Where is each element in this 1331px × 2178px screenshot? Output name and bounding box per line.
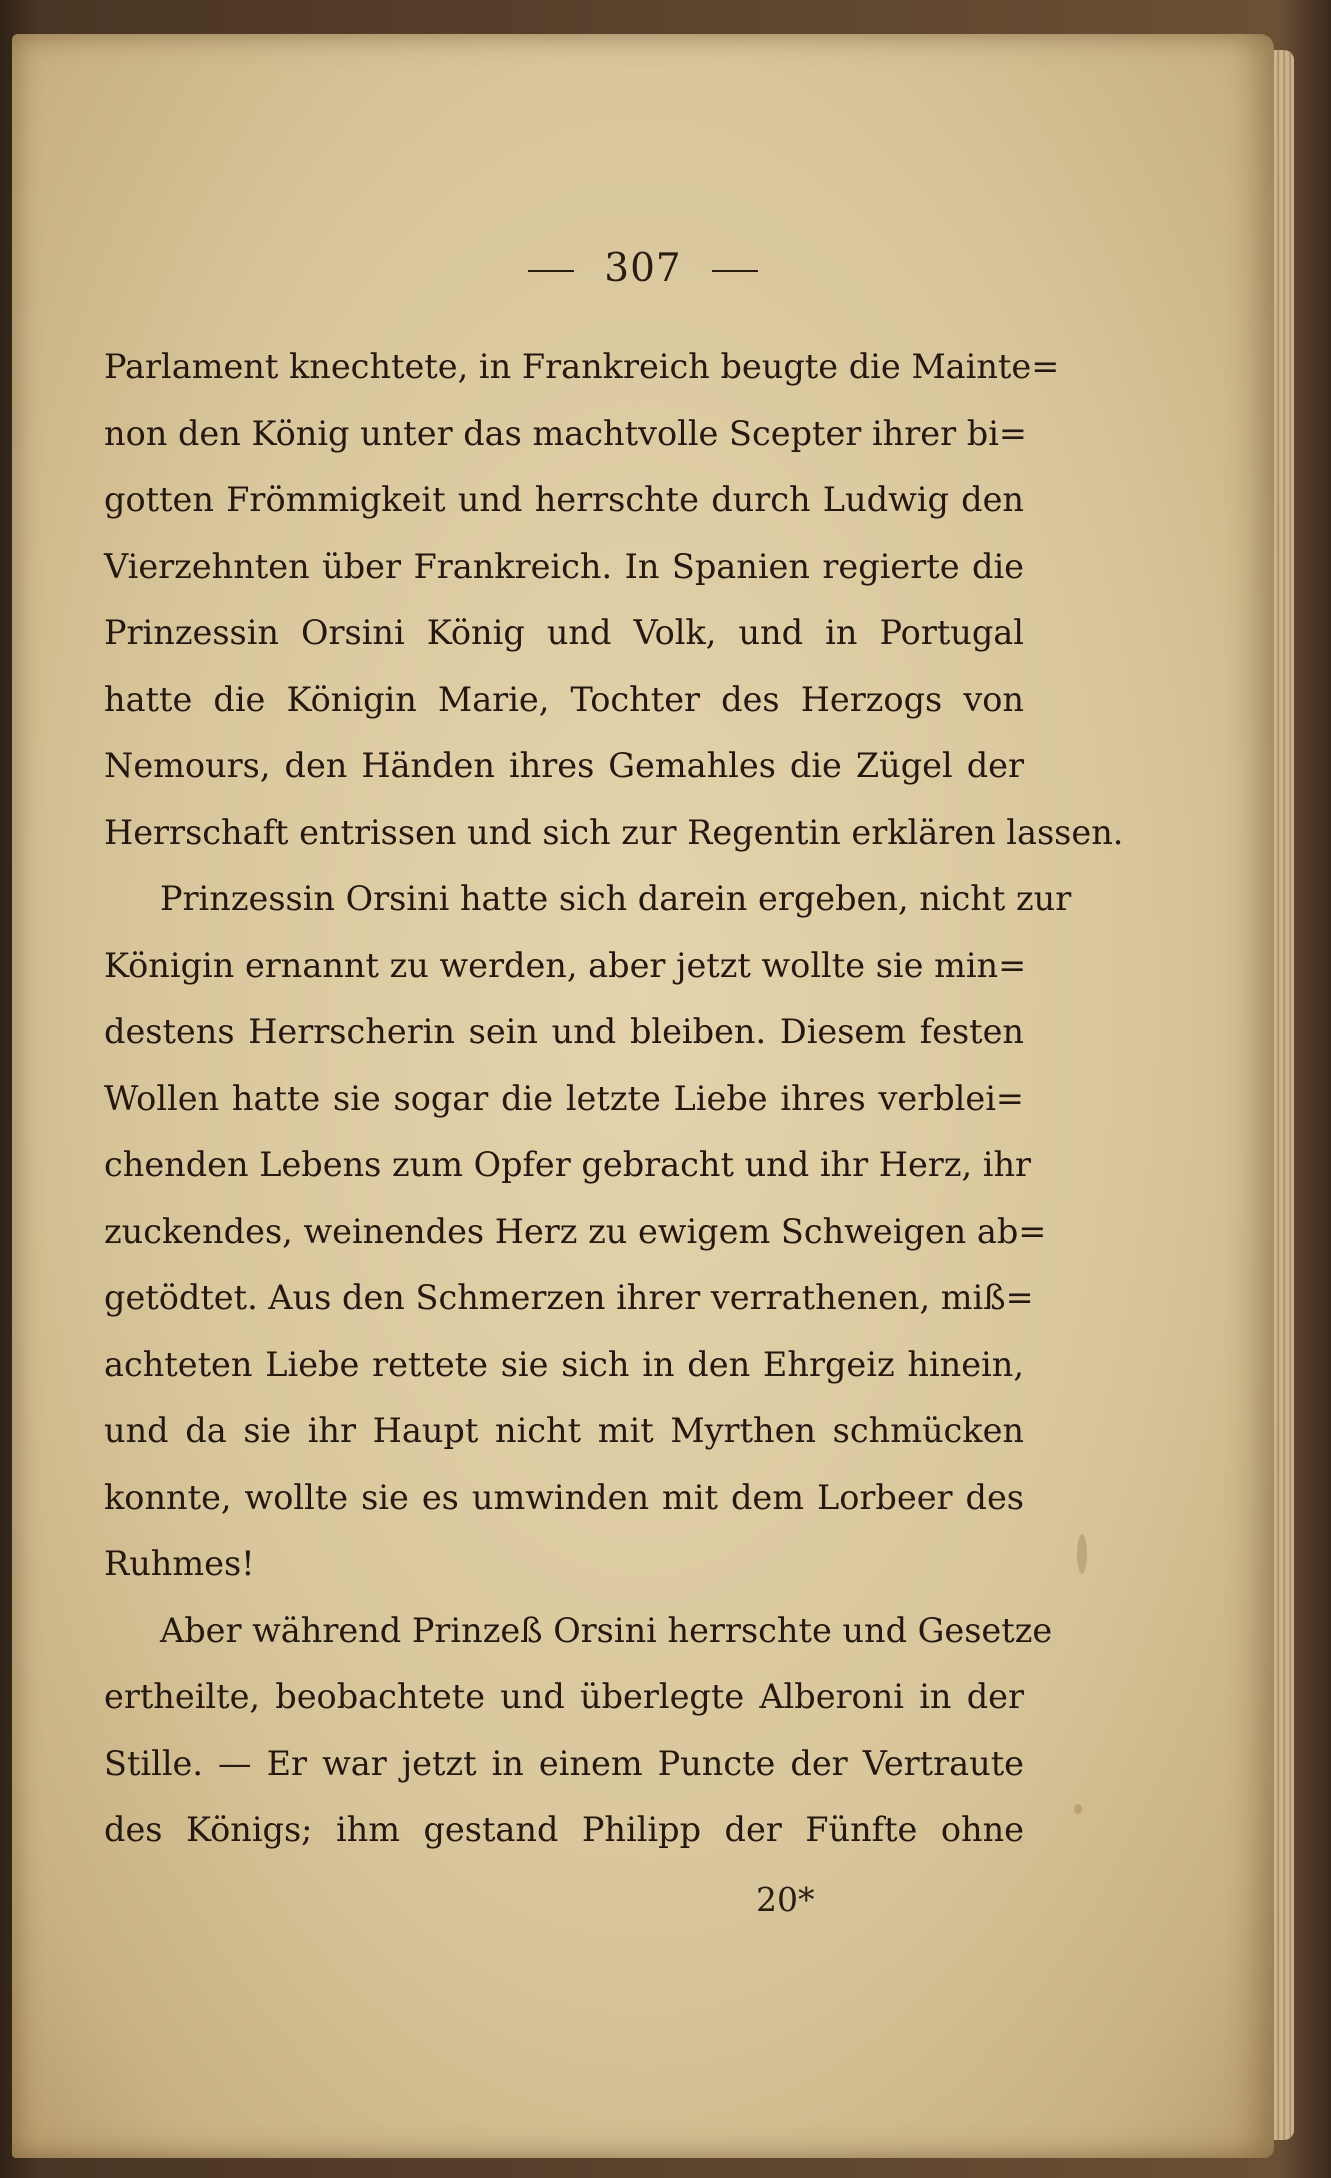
page-header — [12, 246, 1274, 291]
text-line: gotten Frömmigkeit und herrschte durch Ludwig den — [104, 480, 1024, 519]
header-dash-right — [712, 270, 758, 272]
text-line: zuckendes, weinendes Herz zu ewigem Schweigen ab= — [104, 1211, 1047, 1251]
text-line: hatte die Königin Marie, Tochter des Herzogs von — [104, 679, 1024, 719]
text-line: Prinzessin Orsini hatte sich darein ergeben, nicht zur — [160, 879, 1072, 918]
text-line: destens Herrscherin sein und bleiben. Diesem festen — [104, 1012, 1024, 1051]
printer-signature: 20* — [756, 1880, 815, 1919]
text-line: Nemours, den Händen ihres Gemahles die Zügel der — [104, 746, 1024, 785]
text-line: Aber während Prinzeß Orsini herrschte und Gesetze — [160, 1610, 1053, 1650]
text-line: Prinzessin Orsini König und Volk, und in Portugal — [104, 613, 1024, 652]
text-line: chenden Lebens zum Opfer gebracht und ihr Herz, ihr — [104, 1145, 1032, 1184]
text-line: konnte, wollte sie es umwinden mit dem Lorbeer des — [104, 1477, 1024, 1517]
text-line: Stille. — Er war jetzt in einem Puncte der Vertraute — [104, 1743, 1024, 1783]
text-line: Vierzehnten über Frankreich. In Spanien regierte die — [104, 546, 1024, 586]
text-line: Herrschaft entrissen und sich zur Regentin erklären lassen. — [104, 812, 1124, 852]
text-line: Ruhmes! — [104, 1544, 255, 1583]
header-dash-left — [528, 270, 574, 272]
page-number: 307 — [604, 246, 682, 291]
text-line: Wollen hatte sie sogar die letzte Liebe ihres verblei= — [104, 1078, 1024, 1118]
stain — [1077, 1534, 1087, 1574]
body-text — [104, 334, 1124, 1864]
text-line: und da sie ihr Haupt nicht mit Myrthen schmücken — [104, 1411, 1024, 1450]
text-line: Parlament knechtete, in Frankreich beugte die Mainte= — [104, 347, 1060, 386]
text-line: non den König unter das machtvolle Scepter ihrer bi= — [104, 413, 1027, 453]
text-line: getödtet. Aus den Schmerzen ihrer verrathenen, miß= — [104, 1278, 1034, 1317]
text-line: des Königs; ihm gestand Philipp der Fünfte ohne — [104, 1810, 1024, 1849]
text-line: ertheilte, beobachtete und überlegte Alberoni in der — [104, 1677, 1024, 1716]
book-page — [12, 34, 1274, 2158]
stain — [1074, 1804, 1082, 1814]
text-line: Königin ernannt zu werden, aber jetzt wollte sie min= — [104, 945, 1027, 985]
text-line: achteten Liebe rettete sie sich in den Ehrgeiz hinein, — [104, 1344, 1024, 1384]
